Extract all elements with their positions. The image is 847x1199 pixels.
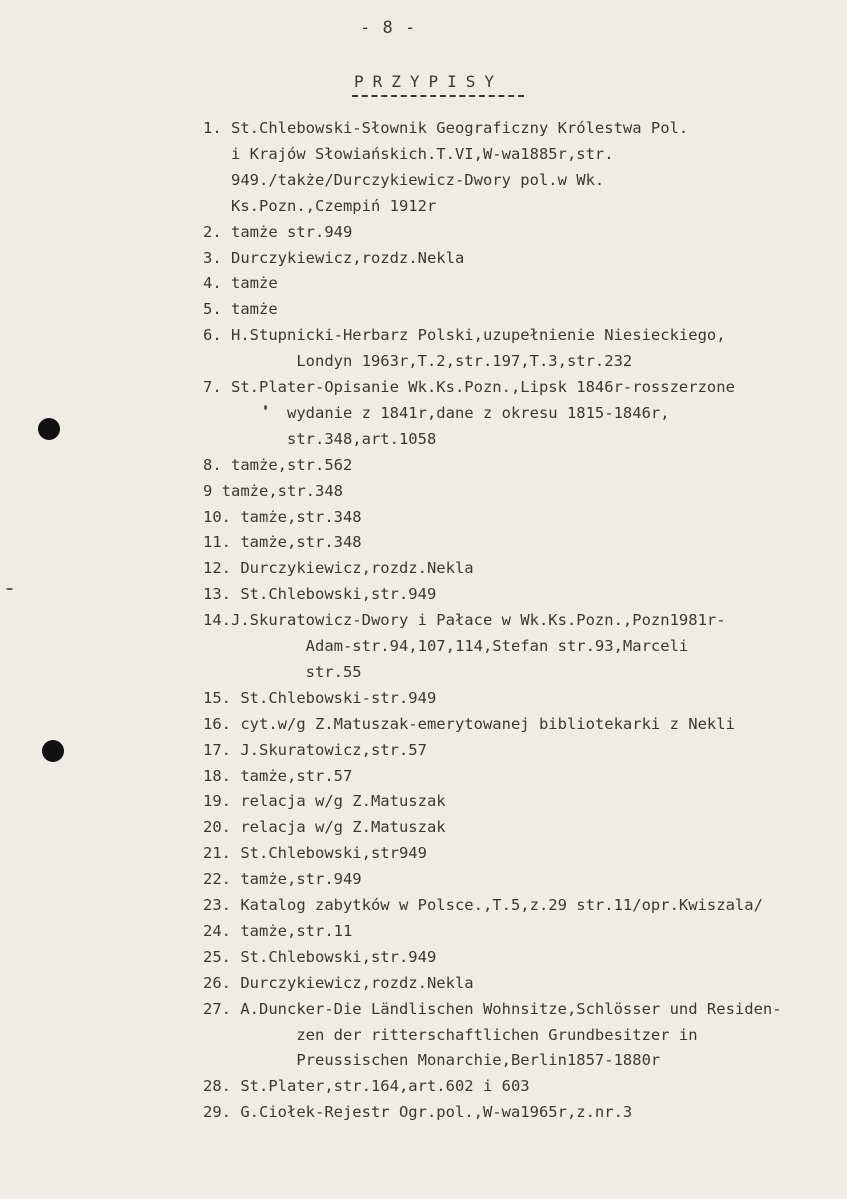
footnote-text: 8. tamże,str.562 [203,456,353,474]
title-underline [352,95,524,97]
footnote-text: 15. St.Chlebowski-str.949 [203,689,437,707]
punch-hole-bottom [42,740,64,762]
footnote-text: 10. tamże,str.348 [203,508,362,526]
footnote-text: 29. G.Ciołek-Rejestr Ogr.pol.,W-wa1965r,z.nr.3 [203,1103,633,1121]
page-number: - 8 - [360,18,417,38]
footnote-text: 11. tamże,str.348 [203,533,362,551]
footnote-text: 4. tamże [203,274,278,292]
footnote-text: 1. St.Chlebowski-Słownik Geograficzny Królestwa Pol. [203,119,689,137]
footnote-continuation: 949./także/Durczykiewicz-Dwory pol.w Wk. [203,171,605,189]
footnote-text: 19. relacja w/g Z.Matuszak [203,792,446,810]
footnote-continuation: str.348,art.1058 [203,430,437,448]
footnote-continuation: zen der ritterschaftlichen Grundbesitzer in [203,1026,698,1044]
footnote-continuation: wydanie z 1841r,dane z okresu 1815-1846r, [203,404,670,422]
footnote-text: 16. cyt.w/g Z.Matuszak-emerytowanej bibliotekarki z Nekli [203,715,735,733]
footnote-text: 17. J.Skuratowicz,str.57 [203,741,427,759]
footnote-text: 9 tamże,str.348 [203,482,343,500]
footnote-text: 3. Durczykiewicz,rozdz.Nekla [203,249,465,267]
ink-speck [6,588,13,590]
footnote-text: 22. tamże,str.949 [203,870,362,888]
footnote-text: 7. St.Plater-Opisanie Wk.Ks.Pozn.,Lipsk 1846r-rosszerzone [203,378,735,396]
footnote-text: 23. Katalog zabytków w Polsce.,T.5,z.29 str.11/opr.Kwiszala/ [203,896,763,914]
footnote-text: 2. tamże str.949 [203,223,353,241]
footnote-text: 24. tamże,str.11 [203,922,353,940]
footnote-text: 25. St.Chlebowski,str.949 [203,948,437,966]
footnote-text: 13. St.Chlebowski,str.949 [203,585,437,603]
footnote-continuation: Adam-str.94,107,114,Stefan str.93,Marceli [203,637,689,655]
footnote-text: 26. Durczykiewicz,rozdz.Nekla [203,974,474,992]
footnote-continuation: Ks.Pozn.,Czempiń 1912r [203,197,437,215]
footnote-text: 6. H.Stupnicki-Herbarz Polski,uzupełnienie Niesieckiego, [203,326,726,344]
footnote-text: 12. Durczykiewicz,rozdz.Nekla [203,559,474,577]
footnote-text: 5. tamże [203,300,278,318]
footnote-continuation: str.55 [203,663,362,681]
footnote-continuation: Londyn 1963r,T.2,str.197,T.3,str.232 [203,352,633,370]
footnote-text: 21. St.Chlebowski,str949 [203,844,427,862]
footnote-text: 20. relacja w/g Z.Matuszak [203,818,446,836]
punch-hole-top [38,418,60,440]
page-title: PRZYPISY [354,72,504,91]
footnote-text: 14.J.Skuratowicz-Dwory i Pałace w Wk.Ks.Pozn.,Pozn1981r- [203,611,726,629]
footnote-text: 18. tamże,str.57 [203,767,353,785]
footnote-text: 28. St.Plater,str.164,art.602 i 603 [203,1077,530,1095]
footnote-text: 27. A.Duncker-Die Ländlischen Wohnsitze,Schlösser und Residen- [203,1000,782,1018]
footnote-continuation: Preussischen Monarchie,Berlin1857-1880r [203,1051,661,1069]
footnote-continuation: i Krajów Słowiańskich.T.VI,W-wa1885r,str. [203,145,614,163]
